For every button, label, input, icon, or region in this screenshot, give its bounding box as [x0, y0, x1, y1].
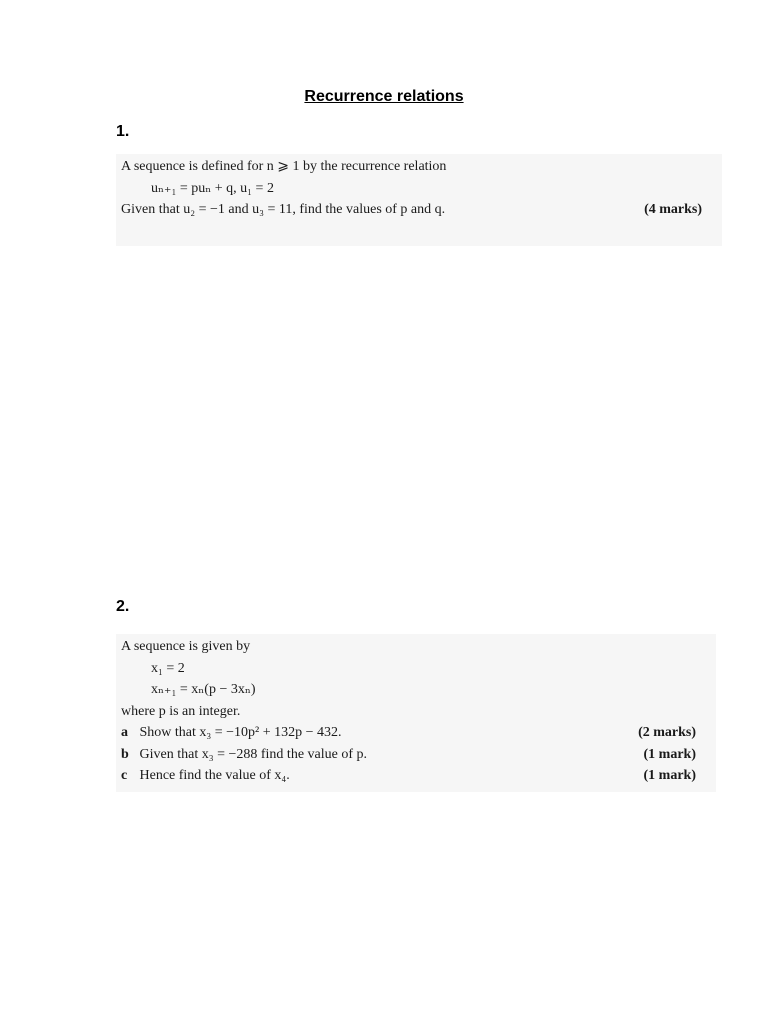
part-a-marks: (2 marks)	[638, 725, 696, 740]
question-2-number: 2.	[116, 598, 130, 615]
question-2-relation: xₙ₊₁ = xₙ(p − 3xₙ)	[151, 682, 256, 697]
part-a-label: a	[121, 725, 128, 740]
part-b-label: b	[121, 746, 129, 762]
question-2-part-b	[121, 744, 716, 766]
question-1-box	[116, 154, 722, 246]
part-b-marks: (1 mark)	[643, 746, 696, 762]
question-1-intro: A sequence is defined for n ⩾ 1 by the recurrence relation	[121, 159, 447, 174]
question-2-where: where p is an integer.	[121, 703, 241, 719]
question-1-given-line	[121, 199, 722, 221]
question-2-box	[116, 634, 716, 792]
question-1-relation: uₙ₊₁ = puₙ + q, u₁ = 2	[151, 180, 274, 196]
question-1-marks: (4 marks)	[644, 202, 702, 217]
question-2-first-term: x₁ = 2	[151, 660, 185, 676]
part-a-text: Show that x₃ = −10p² + 132p − 432.	[139, 725, 342, 740]
part-c-marks: (1 mark)	[643, 768, 696, 783]
part-c-text: Hence find the value of x₄.	[139, 768, 290, 783]
page-title: Recurrence relations	[304, 88, 464, 105]
part-c-label: c	[121, 768, 128, 783]
question-2-part-c	[121, 765, 716, 787]
question-1-given: Given that u₂ = −1 and u₃ = 11, find the values of p and q.	[121, 202, 446, 217]
question-2-intro: A sequence is given by	[121, 639, 251, 654]
part-b-text: Given that x₃ = −288 find the value of p.	[139, 746, 368, 762]
question-1-number: 1.	[116, 123, 130, 140]
question-2-part-a	[121, 722, 716, 744]
